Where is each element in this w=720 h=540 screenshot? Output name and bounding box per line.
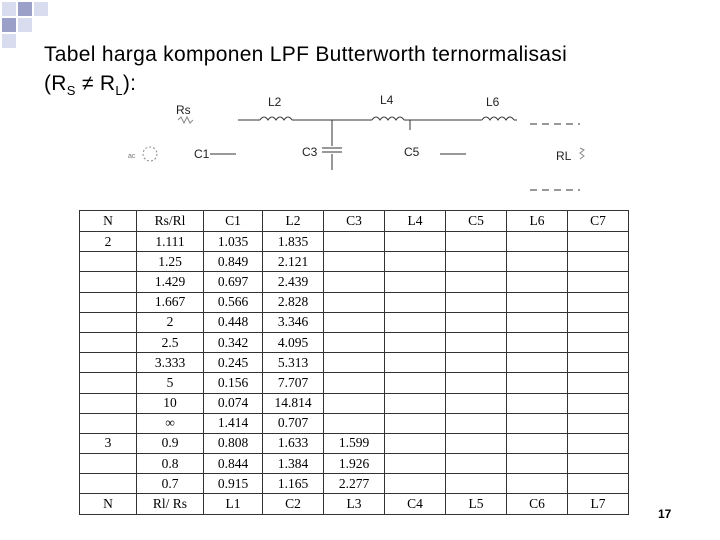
table-cell [568,312,629,332]
table-cell: C3 [324,211,385,232]
table-cell [385,433,446,453]
table-cell [568,272,629,292]
title-paren-open: (R [44,72,67,95]
table-row [80,413,629,433]
table-cell: 1.384 [263,454,324,474]
table-cell [385,252,446,272]
table-cell: Rl/ Rs [137,494,204,515]
table-footer-row [80,494,629,515]
table-cell: 2.5 [137,332,204,352]
table-cell: C6 [507,494,568,515]
title-sub-l: L [115,83,123,99]
component-values-table [79,210,629,515]
table-cell: 1.633 [263,433,324,453]
table-cell [385,292,446,312]
table-cell [568,433,629,453]
table-cell: 4.095 [263,332,324,352]
table-cell: 0.844 [204,454,263,474]
table-cell [568,292,629,312]
table-cell [80,292,137,312]
table-cell: 0.8 [137,454,204,474]
table-cell [385,373,446,393]
table-cell [446,252,507,272]
table-cell [446,454,507,474]
table-cell [446,272,507,292]
table-row [80,332,629,352]
table-cell [507,353,568,373]
table-cell [507,454,568,474]
table-cell [324,292,385,312]
title-sub-s: S [66,83,76,99]
table-cell [568,252,629,272]
table-cell: C1 [204,211,263,232]
table-cell [507,474,568,494]
table-cell: 1.414 [204,413,263,433]
table-cell: 2.828 [263,292,324,312]
table-cell [568,332,629,352]
table-cell [568,454,629,474]
table-cell: 0.9 [137,433,204,453]
table-row [80,232,629,252]
table-cell: N [80,211,137,232]
table-cell: 1.667 [137,292,204,312]
table-cell: 1.165 [263,474,324,494]
table-cell [446,413,507,433]
table-cell [385,312,446,332]
table-cell [385,272,446,292]
label-c5: C5 [404,145,420,159]
table-cell: 5.313 [263,353,324,373]
table-cell [446,433,507,453]
table-cell: 1.835 [263,232,324,252]
label-source: ac [128,153,136,160]
table-cell [507,292,568,312]
table-cell [80,393,137,413]
table-cell: 1.035 [204,232,263,252]
table-cell [385,232,446,252]
table-cell [324,353,385,373]
table-cell [80,413,137,433]
label-c3: C3 [302,145,318,159]
table-cell: 2 [137,312,204,332]
table-cell: L7 [568,494,629,515]
table-cell [385,474,446,494]
table-cell: ∞ [137,413,204,433]
table-cell: 0.448 [204,312,263,332]
table-cell [385,454,446,474]
table-cell: 0.566 [204,292,263,312]
table-cell: 0.849 [204,252,263,272]
title-neq: ≠ R [75,72,116,95]
table-cell: N [80,494,137,515]
table-row [80,312,629,332]
table-cell [568,393,629,413]
table-cell: L5 [446,494,507,515]
table-cell: L2 [263,211,324,232]
table-cell [385,393,446,413]
table-cell: C2 [263,494,324,515]
table-cell: 5 [137,373,204,393]
table-cell [324,232,385,252]
table-cell: L6 [507,211,568,232]
table-cell [80,373,137,393]
table-cell [385,413,446,433]
table-cell: 1.599 [324,433,385,453]
table-cell [80,474,137,494]
table-cell [446,474,507,494]
table-cell: L4 [385,211,446,232]
table-cell: 10 [137,393,204,413]
table-cell [385,353,446,373]
table-cell [507,433,568,453]
table-cell: Rs/Rl [137,211,204,232]
table-cell: 1.429 [137,272,204,292]
table-cell [507,312,568,332]
table-cell: 0.808 [204,433,263,453]
label-l4: L4 [380,93,394,107]
table-row [80,353,629,373]
table-cell [507,252,568,272]
table-cell: C4 [385,494,446,515]
table-cell [507,373,568,393]
table-row [80,433,629,453]
table-cell: 3.346 [263,312,324,332]
table-cell [568,413,629,433]
table-cell [385,332,446,352]
table-cell: 0.342 [204,332,263,352]
table-cell: 3 [80,433,137,453]
table-cell: 0.915 [204,474,263,494]
table-cell: 2 [80,232,137,252]
table-cell: 1.111 [137,232,204,252]
label-rs: Rs [176,103,191,117]
table-cell: L1 [204,494,263,515]
table-row [80,272,629,292]
table-cell: 14.814 [263,393,324,413]
table-cell [80,252,137,272]
table-cell [446,332,507,352]
table-cell [80,312,137,332]
table-header-row [80,211,629,232]
table-cell [446,373,507,393]
table-cell: 2.277 [324,474,385,494]
table-cell: 0.697 [204,272,263,292]
table-cell [568,353,629,373]
table-cell [324,312,385,332]
table-cell [80,332,137,352]
table-cell: 0.707 [263,413,324,433]
table-cell [446,312,507,332]
table-cell [507,272,568,292]
slide-number: 17 [658,507,672,521]
label-rl: RL [556,149,572,163]
table-cell [446,353,507,373]
table-row [80,292,629,312]
table-row [80,474,629,494]
label-c1: C1 [194,147,210,161]
table-cell: C5 [446,211,507,232]
table-cell [324,332,385,352]
label-l2: L2 [268,95,282,109]
table-cell [507,393,568,413]
table-row [80,373,629,393]
title-line-1: Tabel harga komponen LPF Butterworth ternormalisasi [44,43,568,66]
ladder-circuit-diagram [110,92,610,204]
table-cell: 3.333 [137,353,204,373]
table-cell [80,353,137,373]
table-cell [507,232,568,252]
table-cell [507,413,568,433]
table-cell: 7.707 [263,373,324,393]
title-paren-close: ): [122,72,137,95]
table-cell [507,332,568,352]
table-cell: C7 [568,211,629,232]
table-cell [324,272,385,292]
table-cell [324,393,385,413]
table-cell: 2.439 [263,272,324,292]
table-cell: 0.245 [204,353,263,373]
table-cell [446,393,507,413]
table-cell: 0.156 [204,373,263,393]
table-cell [324,373,385,393]
table-row [80,454,629,474]
table-cell [80,272,137,292]
table-cell [568,373,629,393]
table-cell [568,474,629,494]
label-l6: L6 [486,95,500,109]
table-cell: L3 [324,494,385,515]
table-cell [324,413,385,433]
table-row [80,393,629,413]
table-cell: 1.926 [324,454,385,474]
table-cell: 0.074 [204,393,263,413]
table-cell: 1.25 [137,252,204,272]
table-cell: 0.7 [137,474,204,494]
table-cell [568,232,629,252]
table-cell: 2.121 [263,252,324,272]
table-cell [80,454,137,474]
table-row [80,252,629,272]
table-cell [446,232,507,252]
table-cell [324,252,385,272]
table-cell [446,292,507,312]
